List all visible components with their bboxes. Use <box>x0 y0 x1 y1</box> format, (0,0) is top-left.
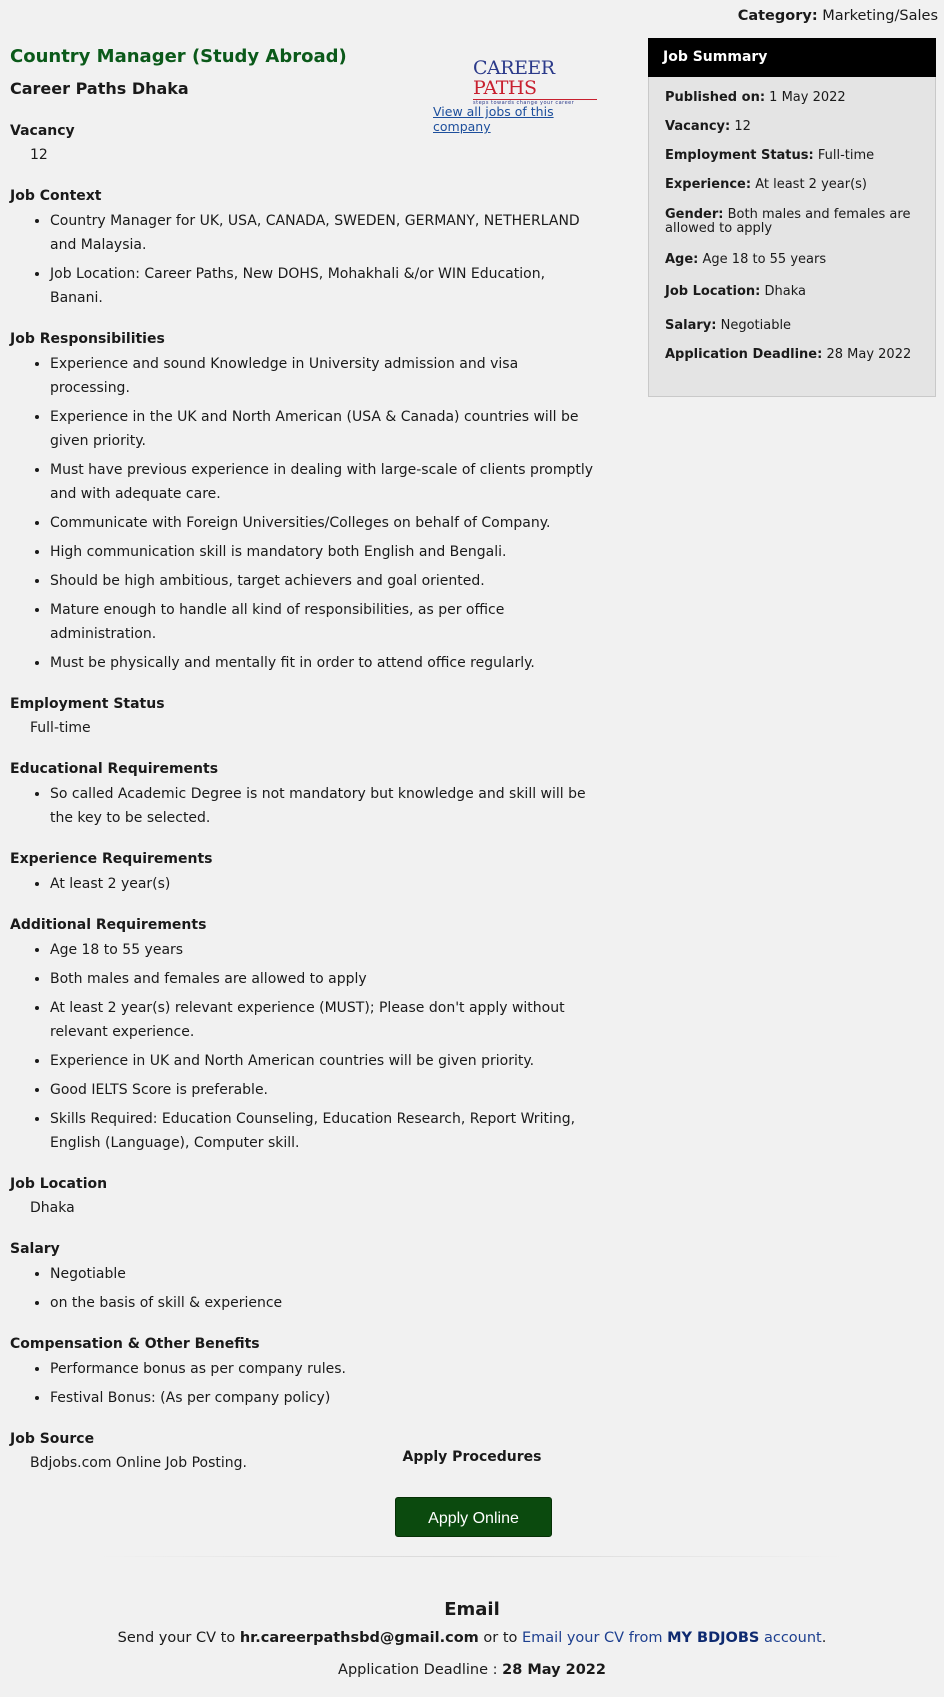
summary-label: Vacancy: <box>665 119 731 134</box>
list-item: • Skills Required: Education Counseling, Education Research, Report Writing, English (Language), Computer skill. <box>50 1107 600 1155</box>
location-value: Dhaka <box>30 1200 75 1216</box>
email-instructions <box>0 1630 944 1646</box>
responsibilities-list <box>10 352 600 675</box>
benefits-title: Compensation & Other Benefits <box>10 1336 260 1352</box>
send-prefix: Send your CV to <box>117 1630 236 1646</box>
summary-label: Age: <box>665 252 699 267</box>
list-item: • Mature enough to handle all kind of responsibilities, as per office administration. <box>50 598 600 646</box>
additional-section <box>10 915 600 1155</box>
summary-label: Published on: <box>665 90 766 105</box>
employment-status-value: Full-time <box>30 720 91 736</box>
summary-value: 28 May 2022 <box>826 347 912 362</box>
deadline-label: Application Deadline : <box>338 1662 498 1678</box>
list-item: • Both males and females are allowed to apply <box>50 967 600 991</box>
experience-title: Experience Requirements <box>10 851 213 867</box>
summary-row <box>665 208 927 236</box>
apply-procedures-title: Apply Procedures <box>402 1449 542 1465</box>
list-item: • Age 18 to 55 years <box>50 938 600 962</box>
summary-value: 12 <box>734 119 751 134</box>
apply-online-button[interactable]: Apply Online <box>395 1497 552 1537</box>
job-summary-panel <box>648 38 936 397</box>
source-value: Bdjobs.com Online Job Posting. <box>30 1455 247 1471</box>
my-bdjobs-brand: MY BDJOBS <box>667 1630 760 1646</box>
logo-word-career: CAREER <box>473 57 555 79</box>
salary-title: Salary <box>10 1241 60 1257</box>
job-details <box>10 44 600 1473</box>
additional-title: Additional Requirements <box>10 917 207 933</box>
list-item: • Must be physically and mentally fit in order to attend office regularly. <box>50 651 600 675</box>
list-item: • Negotiable <box>50 1262 600 1286</box>
benefits-list <box>10 1357 600 1410</box>
summary-row <box>665 319 927 333</box>
summary-row <box>665 348 927 362</box>
summary-value: Age 18 to 55 years <box>702 252 827 267</box>
email-address[interactable]: hr.careerpathsbd@gmail.com <box>239 1630 479 1646</box>
salary-list <box>10 1262 600 1315</box>
summary-value: Both males and females are allowed to apply <box>665 207 911 236</box>
education-title: Educational Requirements <box>10 761 219 777</box>
job-context-title: Job Context <box>10 188 102 204</box>
summary-label: Gender: <box>665 207 724 222</box>
list-item: • Experience and sound Knowledge in University admission and visa processing. <box>50 352 600 400</box>
list-item: • Must have previous experience in dealing with large-scale of clients promptly and with adequate care. <box>50 458 600 506</box>
responsibilities-section <box>10 329 600 675</box>
divider <box>100 1556 844 1557</box>
job-title: Country Manager (Study Abroad) <box>10 46 347 67</box>
list-item: • Job Location: Career Paths, New DOHS, Mohakhali &/or WIN Education, Banani. <box>50 262 600 310</box>
list-item: • Performance bonus as per company rules. <box>50 1357 600 1381</box>
list-item: • Country Manager for UK, USA, CANADA, SWEDEN, GERMANY, NETHERLAND and Malaysia. <box>50 209 600 257</box>
job-context-section <box>10 186 600 310</box>
application-deadline <box>0 1662 944 1678</box>
list-item: • Communicate with Foreign Universities/Colleges on behalf of Company. <box>50 511 600 535</box>
vacancy-value: 12 <box>30 147 48 163</box>
list-item: • Experience in the UK and North American (USA & Canada) countries will be given priority. <box>50 405 600 453</box>
job-summary-heading: Job Summary <box>648 38 936 77</box>
summary-row <box>665 149 927 163</box>
logo-tagline: steps towards change your career <box>473 99 597 106</box>
summary-value: At least 2 year(s) <box>755 177 867 192</box>
source-title: Job Source <box>10 1431 95 1447</box>
benefits-section <box>10 1334 600 1410</box>
list-item: • High communication skill is mandatory both English and Bengali. <box>50 540 600 564</box>
education-section <box>10 759 600 830</box>
email-cv-link-suffix: account <box>763 1630 822 1646</box>
list-item: • So called Academic Degree is not mandatory but knowledge and skill will be the key to be selected. <box>50 782 600 830</box>
email-cv-link-text: Email your CV from <box>522 1630 663 1646</box>
list-item: • Should be high ambitious, target achievers and goal oriented. <box>50 569 600 593</box>
list-item: • At least 2 year(s) relevant experience (MUST); Please don't apply without relevant experience. <box>50 996 600 1044</box>
deadline-value: 28 May 2022 <box>502 1662 606 1678</box>
location-title: Job Location <box>10 1176 108 1192</box>
list-item: • Good IELTS Score is preferable. <box>50 1078 600 1102</box>
context-list <box>10 209 600 310</box>
logo-word-paths: PATHS <box>473 77 537 99</box>
location-section <box>10 1174 600 1218</box>
company-logo[interactable] <box>473 57 613 106</box>
email-cv-link[interactable] <box>522 1630 822 1646</box>
summary-row <box>665 253 927 267</box>
list-item: • Experience in UK and North American countries will be given priority. <box>50 1049 600 1073</box>
summary-row <box>665 178 927 192</box>
list-item: • on the basis of skill & experience <box>50 1291 600 1315</box>
summary-label: Job Location: <box>665 284 761 299</box>
or-to-text: or to <box>483 1630 518 1646</box>
summary-row <box>665 120 927 134</box>
summary-row <box>665 91 927 105</box>
vacancy-title: Vacancy <box>10 123 75 139</box>
summary-label: Employment Status: <box>665 148 814 163</box>
responsibilities-title: Job Responsibilities <box>10 331 165 347</box>
company-name: Career Paths Dhaka <box>10 79 189 98</box>
summary-value: 1 May 2022 <box>769 90 846 105</box>
category-value: Marketing/Sales <box>822 8 938 24</box>
summary-value: Dhaka <box>764 284 806 299</box>
category <box>738 8 938 24</box>
summary-row <box>665 285 927 299</box>
email-title: Email <box>444 1599 500 1620</box>
summary-label: Application Deadline: <box>665 347 823 362</box>
salary-section <box>10 1239 600 1315</box>
additional-list <box>10 938 600 1155</box>
employment-status-title: Employment Status <box>10 696 165 712</box>
summary-label: Experience: <box>665 177 752 192</box>
summary-value: Negotiable <box>720 318 792 333</box>
summary-value: Full-time <box>817 148 875 163</box>
list-item: • At least 2 year(s) <box>50 872 600 896</box>
period: . <box>821 1630 827 1646</box>
summary-label: Salary: <box>665 318 717 333</box>
view-all-jobs-link[interactable]: View all jobs of this company <box>433 104 554 134</box>
employment-status-section <box>10 694 600 738</box>
category-label: Category: <box>737 8 818 24</box>
list-item: • Festival Bonus: (As per company policy) <box>50 1386 600 1410</box>
experience-section <box>10 849 600 896</box>
education-list <box>10 782 600 830</box>
experience-list <box>10 872 600 896</box>
